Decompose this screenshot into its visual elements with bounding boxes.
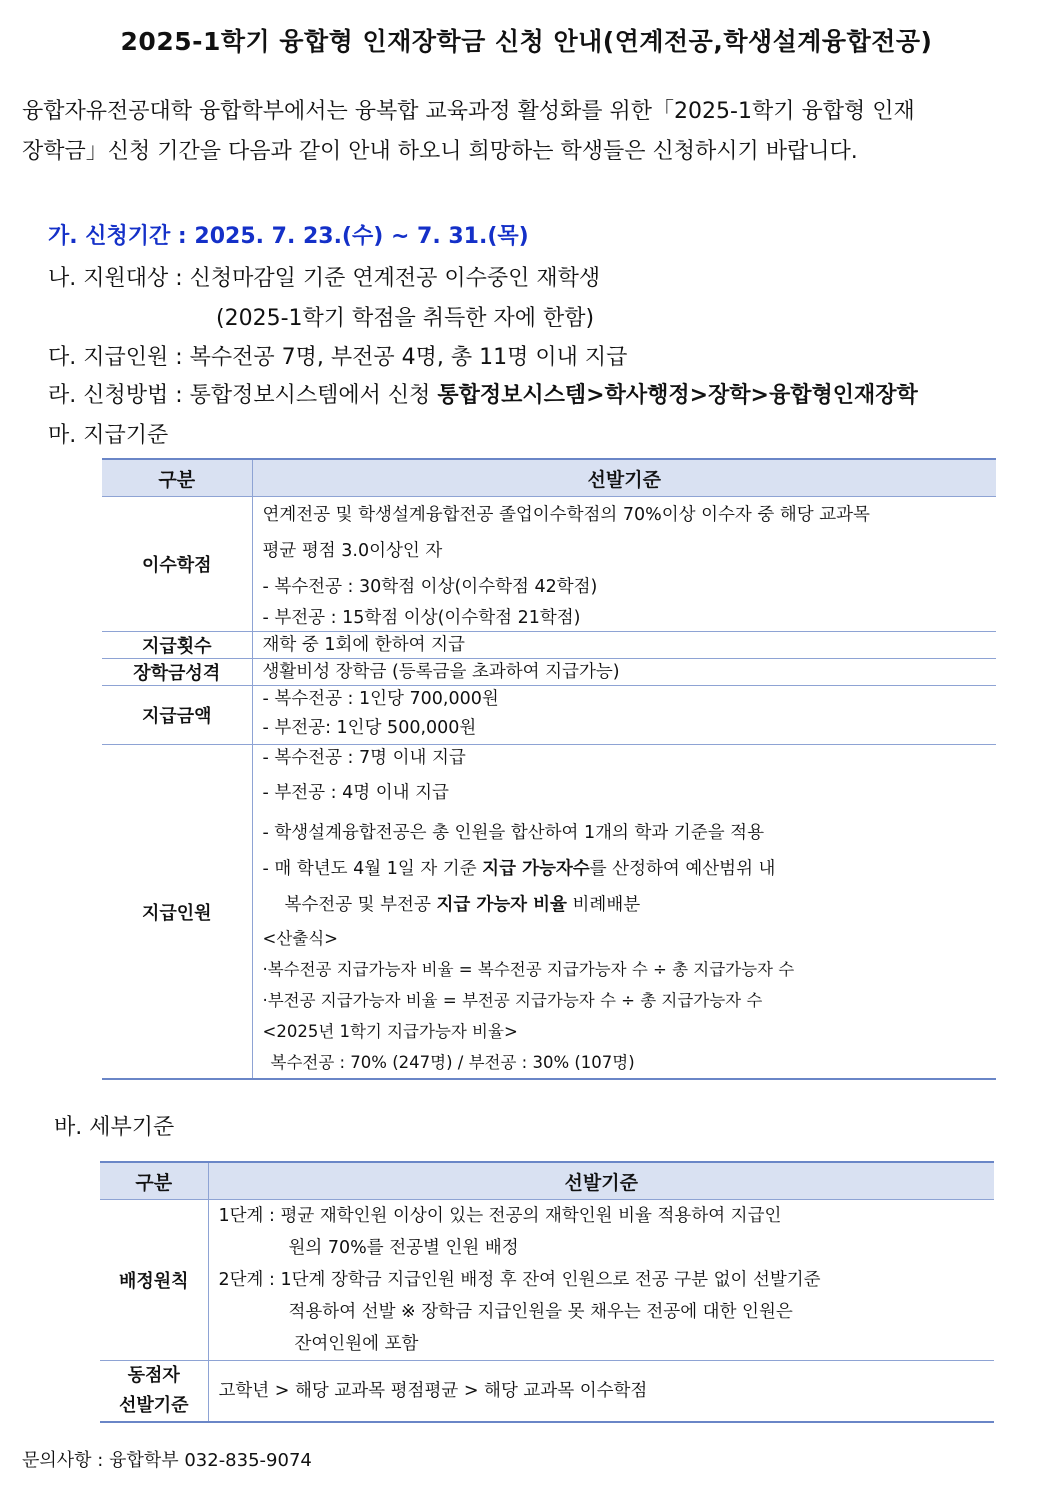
row-text-part: 비례배분: [566, 895, 641, 915]
row-text: [263, 851, 997, 887]
row-text: - 부전공: 1인당 500,000원: [262, 718, 477, 738]
support-target-note: (2025-1학기 학점을 취득한 자에 한함): [216, 306, 595, 331]
row-text: 재학 중 1회에 한하여 지급: [262, 635, 465, 655]
application-method-path: 통합정보시스템>학사행정>장학>융합형인재장학: [437, 383, 918, 408]
table-row: [102, 632, 996, 659]
table-row: [102, 745, 996, 1080]
row-category-line: 동점자: [127, 1365, 180, 1386]
row-text-bold: 지급 가능자수: [482, 859, 590, 879]
intro-line-2: 장학금」신청 기간을 다음과 같이 안내 하오니 희망하는 학생들은 신청하시기 바랍니다.: [22, 139, 858, 164]
row-text: - 복수전공 : 1인당 700,000원: [262, 689, 499, 709]
table-header-category: 구분: [102, 459, 252, 497]
row-text: 2단계 : 1단계 장학금 지급인원 배정 후 잔여 인원으로 전공 구분 없이 선발기준: [218, 1270, 821, 1290]
row-category: 배정원칙: [100, 1200, 208, 1361]
row-text: - 학생설계융합전공은 총 인원을 합산하여 1개의 학과 기준을 적용: [262, 823, 764, 843]
row-text: 복수전공 : 70% (247명) / 부전공 : 30% (107명): [270, 1053, 635, 1072]
row-text: - 부전공 : 4명 이내 지급: [262, 783, 449, 803]
row-text: 고학년 > 해당 교과목 평점평균 > 해당 교과목 이수학점: [218, 1381, 648, 1401]
row-text: 평균 평점 3.0이상인 자: [262, 541, 443, 561]
row-text: 잔여인원에 포함: [294, 1334, 419, 1354]
intro-line-1: 융합자유전공대학 융합학부에서는 융복합 교육과정 활성화를 위한「2025-1학기 융합형 인재: [22, 99, 915, 124]
application-method: [48, 378, 918, 409]
row-text: - 복수전공 : 7명 이내 지급: [262, 748, 466, 768]
detail-table: [100, 1161, 994, 1423]
row-text-part: 복수전공 및 부전공: [284, 895, 437, 915]
row-category-line: 선발기준: [118, 1395, 189, 1416]
row-category: 이수학점: [102, 497, 252, 632]
row-category: [100, 1361, 208, 1423]
row-text: - 복수전공 : 30학점 이상(이수학점 42학점): [262, 577, 598, 597]
table-row: [102, 659, 996, 686]
row-text: ·복수전공 지급가능자 비율 = 복수전공 지급가능자 수 ÷ 총 지급가능자 수: [262, 960, 795, 979]
criteria-heading: 마. 지급기준: [48, 423, 169, 448]
row-text: ·부전공 지급가능자 비율 = 부전공 지급가능자 수 ÷ 총 지급가능자 수: [262, 991, 763, 1010]
row-text: 1단계 : 평균 재학인원 이상이 있는 전공의 재학인원 비율 적용하여 지급인: [218, 1206, 782, 1226]
row-text: <2025년 1학기 지급가능자 비율>: [262, 1022, 518, 1041]
row-text-part: 를 산정하여 예산범위 내: [589, 859, 776, 879]
table-header-criteria: 선발기준: [208, 1162, 994, 1200]
payment-count: 다. 지급인원 : 복수전공 7명, 부전공 4명, 총 11명 이내 지급: [48, 345, 628, 370]
row-text: 원의 70%를 전공별 인원 배정: [288, 1238, 519, 1258]
row-text: - 부전공 : 15학점 이상(이수학점 21학점): [262, 608, 581, 628]
contact-info: 문의사항 : 융합학부 032-835-9074: [22, 1450, 312, 1471]
support-target: 나. 지원대상 : 신청마감일 기준 연계전공 이수중인 재학생: [48, 266, 601, 291]
row-text-bold: 지급 가능자 비율: [436, 895, 567, 915]
row-category: 장학금성격: [102, 659, 252, 686]
table-row: [102, 686, 996, 745]
table-row: [100, 1200, 994, 1361]
row-category: 지급인원: [102, 745, 252, 1080]
row-text-part: - 매 학년도 4월 1일 자 기준: [262, 859, 483, 879]
row-text: [263, 887, 997, 923]
table-row: [100, 1361, 994, 1423]
row-text: 적용하여 선발 ※ 장학금 지급인원을 못 채우는 전공에 대한 인원은: [288, 1302, 793, 1322]
page-title: 2025-1학기 융합형 인재장학금 신청 안내(연계전공,학생설계융합전공): [120, 27, 933, 56]
row-text: 연계전공 및 학생설계융합전공 졸업이수학점의 70%이상 이수자 중 해당 교과목: [262, 505, 870, 525]
detail-heading: 바. 세부기준: [54, 1115, 175, 1140]
row-text: 생활비성 장학금 (등록금을 초과하여 지급가능): [262, 662, 620, 682]
application-period: 가. 신청기간 : 2025. 7. 23.(수) ~ 7. 31.(목): [48, 224, 529, 249]
row-category: 지급금액: [102, 686, 252, 745]
application-method-label: 라. 신청방법 : 통합정보시스템에서 신청: [48, 383, 438, 408]
table-header-category: 구분: [100, 1162, 208, 1200]
row-category: 지급횟수: [102, 632, 252, 659]
table-header-criteria: 선발기준: [252, 459, 996, 497]
row-text: <산출식>: [262, 929, 338, 948]
criteria-table: [102, 458, 996, 1080]
table-row: [102, 497, 996, 632]
